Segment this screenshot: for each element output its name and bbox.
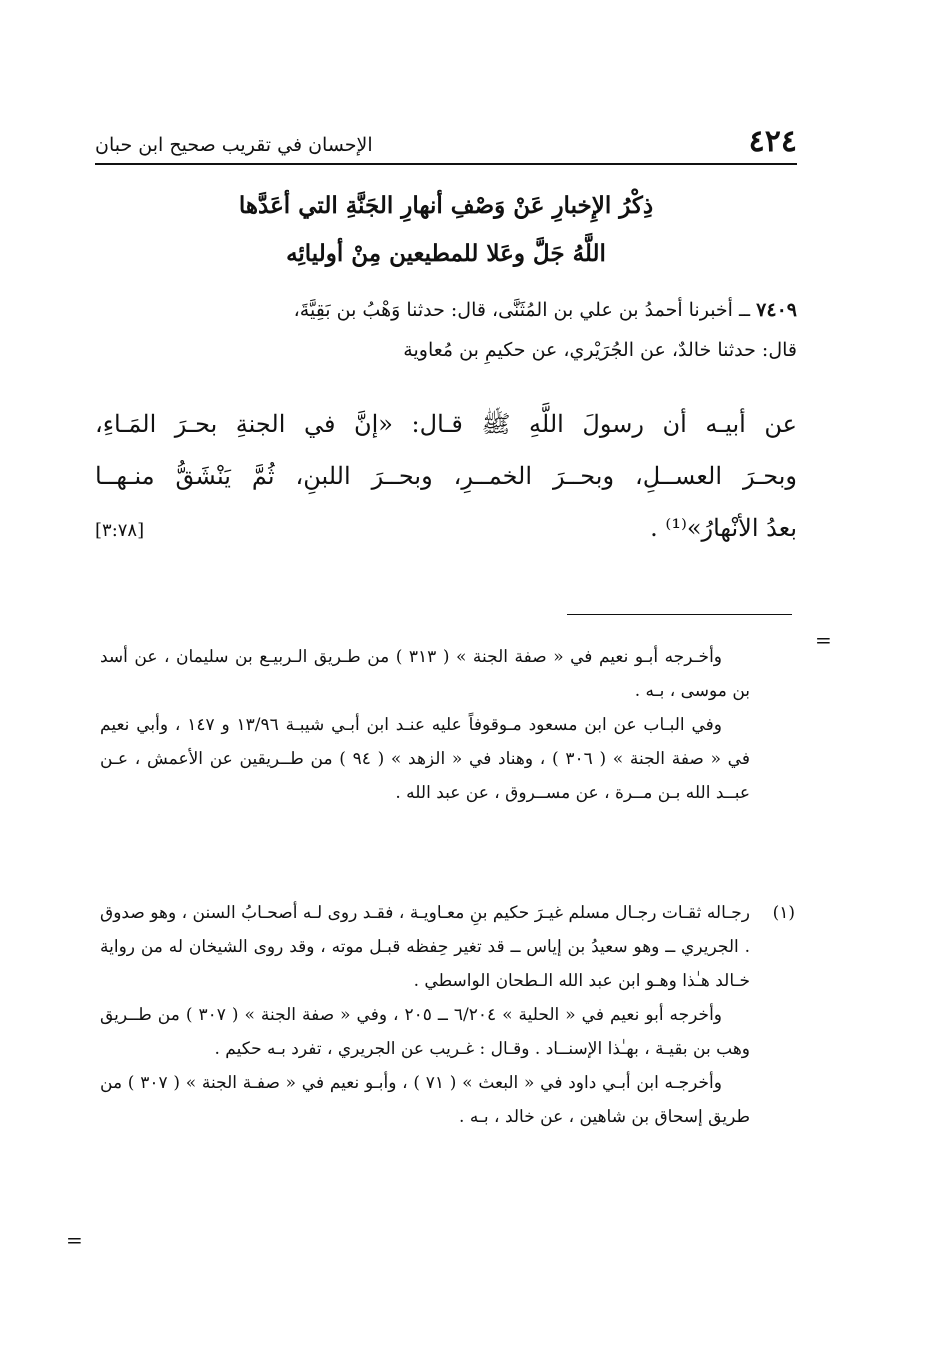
footnote-1 — [100, 896, 795, 1134]
footnote-continuation — [100, 640, 750, 810]
footnote-1-para-2: وأخرجه أبو نعيم في « الحلية » ٦/٢٠٤ ــ ٢٠٥ ، وفي « صفة الجنة » ( ٣٠٧ ) من طــريق وهب بن بقيـة ، بهـٰذا الإسنــاد . وقـال : غـريب عن الجريري ، تفرد بـه حكيم . — [100, 1005, 750, 1059]
hadith-number: ٧٤٠٩ — [756, 299, 797, 321]
footnote-continuation-para-2: وفي البـاب عن ابن مسعود مـوقوفاً عليه عنـد ابن أبـي شيبـة ١٣/٩٦ و ١٤٧ ، وأبي نعيم في « صفة الجنة » ( ٣٠٦ ) ، وهناد في « الزهد » ( ٩٤ ) من طــريقين عن الأعمش ، عـن عبــد الله بـن مــرة ، عن مســروق ، عن عبد الله . — [100, 715, 750, 803]
book-title: الإحسان في تقريب صحيح ابن حبان — [95, 134, 373, 156]
matn-line-1: عن أبيـه أن رسولَ اللَّهِ ﷺ قـال: «إنَّ في الجنةِ بحـرَ المَـاءِ، — [95, 410, 797, 438]
heading-line-1: ذِكْرُ الإِخبارِ عَنْ وَصْفِ أنهارِ الجَنَّةِ التي أعَدَّها — [238, 192, 654, 219]
volume-reference: [٣:٧٨] — [95, 520, 145, 541]
footnote-1-label: (١) — [772, 903, 795, 923]
footnote-1-para-1: رجـاله ثقـات رجـال مسلم غيـرَ حكيم بنِ معـاويـة ، فقـد روى لـه أصحـابُ السنن ، وهو صدوق . الجريري ــ وهو سعيدُ بن إياس ــ قد تغير حِفظه قبـل موته ، وقد روى الشيخان له من رواية خـالد هـٰذا وهـو ابن عبد الله الـطحان الواسطي . — [100, 903, 750, 991]
hadith-matn — [95, 398, 797, 557]
footnote-1-para-3: وأخرجـه ابن أبـي داود في « البعث » ( ٧١ ) ، وأبـو نعيم في « صفـة الجنة » ( ٣٠٧ ) من طريق إسحاق بن شاهين ، عن خالد ، بـه . — [100, 1073, 750, 1127]
matn-line-3 — [95, 502, 797, 557]
section-heading — [95, 182, 797, 278]
footnote-continuation-para-1: وأخـرجه أبـو نعيم في « صفة الجنة » ( ٣١٣ ) من طـريق الـربيـع بن سليمان ، عن أسد بن موسى ، بـه . — [100, 647, 750, 701]
page-number: ٤٢٤ — [748, 124, 797, 159]
heading-line-2: اللَّهُ جَلَّ وعَلا للمطيعين مِنْ أوليائِه — [286, 240, 606, 267]
isnad-text-1: ــ أخبرنا أحمدُ بن علي بن المُثَنَّى، قال: حدثنا وَهْبُ بن بَقِيَّةَ، — [293, 299, 751, 321]
isnad-line-1 — [95, 290, 797, 330]
footnote-1-body — [100, 896, 750, 1134]
header-rule — [95, 163, 797, 165]
continuation-mark-top: = — [815, 628, 832, 652]
matn-line-2: وبحـرَ العســلِ، وبحــرَ الخمــرِ، وبحــرَ اللبنِ، ثُمَّ يَنْشَقُّ منـهــا — [95, 462, 797, 490]
hadith-isnad — [95, 290, 797, 370]
matn-line-3-text: بعدُ الأنْهارُ»⁽¹⁾ . — [650, 514, 797, 542]
isnad-line-2: قال: حدثنا خالدٌ، عن الجُرَيْري، عن حكيمِ بن مُعاوية — [403, 339, 797, 361]
footnote-separator — [567, 614, 792, 615]
continuation-mark-bottom: = — [66, 1228, 83, 1252]
running-header — [95, 118, 797, 158]
